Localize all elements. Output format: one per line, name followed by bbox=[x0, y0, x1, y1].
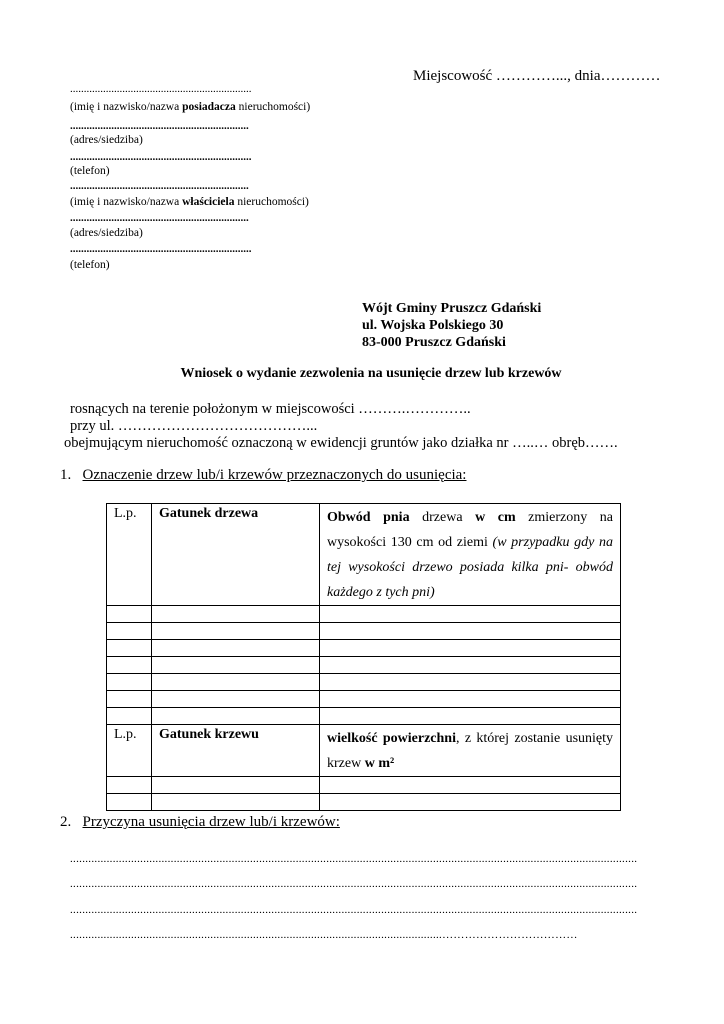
place-date-line: Miejscowość …………..., dnia………… bbox=[413, 68, 661, 84]
cell-lp[interactable] bbox=[107, 708, 152, 725]
header-text-part: drzewa bbox=[409, 510, 476, 525]
cell-value[interactable] bbox=[320, 657, 621, 674]
header-bold-part: w cm bbox=[475, 510, 516, 525]
table-row bbox=[107, 657, 621, 674]
caption-suffix: nieruchomości) bbox=[235, 101, 311, 113]
reason-line-4[interactable]: ..........................................................................................................................……………………………… bbox=[70, 929, 578, 941]
cell-lp[interactable] bbox=[107, 640, 152, 657]
header-text-part: , z której zostanie usunięty krzew bbox=[327, 731, 614, 771]
section-label: Przyczyna usunięcia drzew lub/i krzewów: bbox=[82, 814, 340, 830]
cell-species[interactable] bbox=[152, 691, 320, 708]
dotted-field-owner-phone: .................................................................. bbox=[70, 151, 252, 163]
table-row bbox=[107, 777, 621, 794]
cell-value[interactable] bbox=[320, 606, 621, 623]
intro-line-parcel: obejmującym nieruchomość oznaczoną w ewidencji gruntów jako działka nr …..… obręb……. bbox=[64, 435, 618, 451]
header-text-part: zmierzony na wysokości 130 cm od ziemi bbox=[327, 510, 613, 550]
table-row bbox=[107, 640, 621, 657]
section-2-heading bbox=[60, 814, 340, 831]
cell-value[interactable] bbox=[320, 777, 621, 794]
document-title: Wniosek o wydanie zezwolenia na usunięcie drzew lub krzewów bbox=[180, 366, 562, 381]
holder-name-caption bbox=[70, 196, 309, 209]
header-shrub-species: Gatunek krzewu bbox=[152, 725, 320, 777]
reason-line-1[interactable]: .......................................................................................................................................................................................... bbox=[70, 853, 638, 865]
cell-species[interactable] bbox=[152, 708, 320, 725]
recipient-line-1: Wójt Gminy Pruszcz Gdański bbox=[362, 301, 542, 316]
reason-line-3[interactable]: .......................................................................................................................................................................................... bbox=[70, 904, 638, 916]
table-row bbox=[107, 674, 621, 691]
dotted-field-holder-address: ................................................................. bbox=[70, 212, 249, 224]
holder-address-caption: (adres/siedziba) bbox=[70, 227, 143, 239]
cell-lp[interactable] bbox=[107, 674, 152, 691]
section-number: 1. bbox=[60, 467, 72, 483]
header-trunk-circumference bbox=[320, 504, 621, 606]
cell-lp[interactable] bbox=[107, 623, 152, 640]
caption-bold-word: posiadacza bbox=[182, 101, 236, 113]
cell-lp[interactable] bbox=[107, 777, 152, 794]
cell-species[interactable] bbox=[152, 777, 320, 794]
caption-prefix: (imię i nazwisko/nazwa bbox=[70, 196, 183, 208]
caption-suffix: nieruchomości) bbox=[234, 196, 309, 208]
recipient-line-3: 83-000 Pruszcz Gdański bbox=[362, 335, 506, 350]
header-bold-part: w m² bbox=[364, 756, 395, 771]
header-bold-part: Obwód pnia bbox=[327, 510, 410, 525]
table-row bbox=[107, 606, 621, 623]
cell-lp[interactable] bbox=[107, 657, 152, 674]
header-bold-part: wielkość powierzchni bbox=[327, 731, 456, 746]
cell-lp[interactable] bbox=[107, 606, 152, 623]
header-lp: L.p. bbox=[107, 725, 152, 777]
cell-species[interactable] bbox=[152, 657, 320, 674]
section-number: 2. bbox=[60, 814, 72, 830]
cell-value[interactable] bbox=[320, 708, 621, 725]
trees-shrubs-table bbox=[106, 503, 621, 811]
header-area bbox=[320, 725, 621, 777]
recipient-line-2: ul. Wojska Polskiego 30 bbox=[362, 318, 504, 333]
owner-phone-caption: (telefon) bbox=[70, 165, 110, 177]
dotted-field-owner-address: ................................................................. bbox=[70, 120, 249, 132]
caption-bold-word: właściciela bbox=[182, 196, 235, 208]
intro-line-street: przy ul. …………………………………... bbox=[70, 418, 318, 434]
header-lp: L.p. bbox=[107, 504, 152, 606]
cell-species[interactable] bbox=[152, 623, 320, 640]
cell-value[interactable] bbox=[320, 794, 621, 811]
header-tree-species: Gatunek drzewa bbox=[152, 504, 320, 606]
trees-header-row bbox=[107, 504, 621, 606]
table-row bbox=[107, 691, 621, 708]
section-label: Oznaczenie drzew lub/i krzewów przeznaczonych do usunięcia: bbox=[82, 467, 467, 483]
intro-line-location: rosnących na terenie położonym w miejscowości ……….………….. bbox=[70, 401, 471, 417]
header-italic-part: (w przypadku gdy na tej wysokości drzewo posiada kilka pni- obwód każdego z tych pni) bbox=[327, 535, 613, 600]
owner-name-caption bbox=[70, 101, 310, 114]
cell-species[interactable] bbox=[152, 794, 320, 811]
dotted-field-holder-phone: .................................................................. bbox=[70, 243, 252, 255]
cell-value[interactable] bbox=[320, 691, 621, 708]
table-row bbox=[107, 623, 621, 640]
caption-prefix: (imię i nazwisko/nazwa bbox=[70, 101, 183, 113]
holder-phone-caption: (telefon) bbox=[70, 259, 110, 271]
owner-address-caption: (adres/siedziba) bbox=[70, 134, 143, 146]
table-row bbox=[107, 708, 621, 725]
cell-lp[interactable] bbox=[107, 794, 152, 811]
cell-value[interactable] bbox=[320, 674, 621, 691]
cell-species[interactable] bbox=[152, 674, 320, 691]
cell-species[interactable] bbox=[152, 606, 320, 623]
section-1-heading bbox=[60, 467, 466, 484]
dotted-field-holder-name: ................................................................. bbox=[70, 180, 249, 192]
cell-value[interactable] bbox=[320, 623, 621, 640]
table-row bbox=[107, 794, 621, 811]
cell-value[interactable] bbox=[320, 640, 621, 657]
dotted-field-owner-name: .................................................................. bbox=[70, 83, 252, 95]
reason-line-2[interactable]: .......................................................................................................................................................................................... bbox=[70, 878, 638, 890]
cell-lp[interactable] bbox=[107, 691, 152, 708]
shrubs-header-row bbox=[107, 725, 621, 777]
cell-species[interactable] bbox=[152, 640, 320, 657]
